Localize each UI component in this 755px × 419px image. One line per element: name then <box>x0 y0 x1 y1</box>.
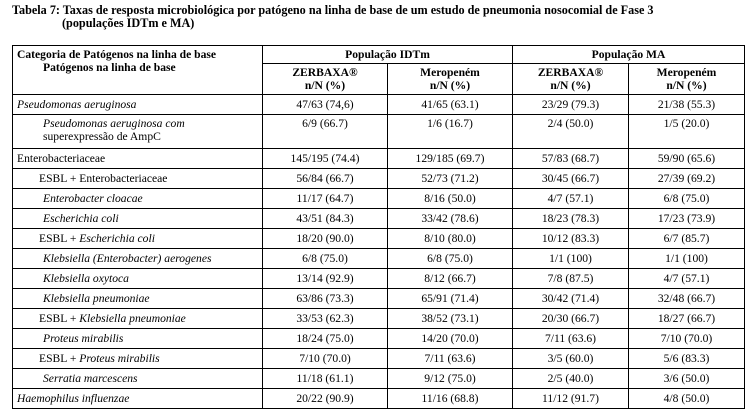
table-row <box>13 249 745 269</box>
ma-meropenem-value: 1/5 (20.0) <box>629 115 745 149</box>
ma-zerbaxa-value: 30/45 (66.7) <box>513 169 629 189</box>
idtm-meropenem-value: 8/16 (50.0) <box>388 189 513 209</box>
ma-meropenem-value: 27/39 (69.2) <box>629 169 745 189</box>
unit-label: n/N (%) <box>429 79 471 92</box>
ma-meropenem-value: 17/23 (73.9) <box>629 209 745 229</box>
table-row <box>13 95 745 115</box>
drug-zerbaxa-label: ZERBAXA® <box>537 66 604 79</box>
pathogen-name: Escherichia coli <box>13 209 263 229</box>
table-row <box>13 169 745 189</box>
idtm-meropenem-value: 38/52 (73.1) <box>388 309 513 329</box>
ma-zerbaxa-value: 11/12 (91.7) <box>513 389 629 409</box>
table-row <box>13 309 745 329</box>
pathogen-response-table <box>12 45 745 409</box>
pathogen-name-italic: Klebsiella pneumoniae <box>79 312 186 325</box>
pathogen-name <box>13 349 263 369</box>
caption-line-2: (populações IDTm e MA) <box>62 16 195 30</box>
ma-meropenem-value: 6/8 (75.0) <box>629 189 745 209</box>
idtm-meropenem-value: 7/11 (63.6) <box>388 349 513 369</box>
ma-zerbaxa-value: 57/83 (68.7) <box>513 149 629 169</box>
idtm-zerbaxa-value: 33/53 (62.3) <box>263 309 388 329</box>
ma-meropenem-value: 59/90 (65.6) <box>629 149 745 169</box>
header-category-cell <box>13 46 263 95</box>
header-pop-idtm: População IDTm <box>263 46 513 64</box>
ma-zerbaxa-value: 4/7 (57.1) <box>513 189 629 209</box>
esbl-prefix: ESBL + <box>39 232 80 245</box>
idtm-meropenem-value: 129/185 (69.7) <box>388 149 513 169</box>
ma-zerbaxa-value: 20/30 (66.7) <box>513 309 629 329</box>
idtm-zerbaxa-value: 13/14 (92.9) <box>263 269 388 289</box>
drug-meropenem-label: Meropeném <box>420 66 480 79</box>
idtm-meropenem-value: 11/16 (68.8) <box>388 389 513 409</box>
ma-meropenem-value: 4/7 (57.1) <box>629 269 745 289</box>
table-row <box>13 349 745 369</box>
ma-meropenem-value: 5/6 (83.3) <box>629 349 745 369</box>
ma-meropenem-value: 21/38 (55.3) <box>629 95 745 115</box>
idtm-meropenem-value: 65/91 (71.4) <box>388 289 513 309</box>
table-row <box>13 229 745 249</box>
pathogen-name-line2: superexpressão de AmpC <box>43 130 161 143</box>
pathogen-name: ESBL + Enterobacteriaceae <box>13 169 263 189</box>
pathogen-name: Klebsiella pneumoniae <box>13 289 263 309</box>
idtm-zerbaxa-value: 18/20 (90.0) <box>263 229 388 249</box>
pathogen-name <box>13 229 263 249</box>
idtm-meropenem-value: 52/73 (71.2) <box>388 169 513 189</box>
ma-zerbaxa-value: 1/1 (100) <box>513 249 629 269</box>
ma-zerbaxa-value: 23/29 (79.3) <box>513 95 629 115</box>
ma-meropenem-value: 1/1 (100) <box>629 249 745 269</box>
idtm-meropenem-value: 14/20 (70.0) <box>388 329 513 349</box>
idtm-zerbaxa-value: 6/9 (66.7) <box>263 115 388 149</box>
esbl-prefix: ESBL + <box>39 312 80 325</box>
table-row <box>13 189 745 209</box>
table-row <box>13 149 745 169</box>
idtm-zerbaxa-value: 18/24 (75.0) <box>263 329 388 349</box>
ma-zerbaxa-value: 7/11 (63.6) <box>513 329 629 349</box>
idtm-zerbaxa-value: 6/8 (75.0) <box>263 249 388 269</box>
ma-meropenem-value: 3/6 (50.0) <box>629 369 745 389</box>
esbl-prefix: ESBL + <box>39 352 80 365</box>
idtm-zerbaxa-value: 145/195 (74.4) <box>263 149 388 169</box>
header-idtm-meropenem <box>388 64 513 95</box>
ma-zerbaxa-value: 2/5 (40.0) <box>513 369 629 389</box>
ma-meropenem-value: 7/10 (70.0) <box>629 329 745 349</box>
idtm-zerbaxa-value: 63/86 (73.3) <box>263 289 388 309</box>
idtm-zerbaxa-value: 11/18 (61.1) <box>263 369 388 389</box>
unit-label: n/N (%) <box>304 79 346 92</box>
idtm-meropenem-value: 8/12 (66.7) <box>388 269 513 289</box>
idtm-zerbaxa-value: 47/63 (74,6) <box>263 95 388 115</box>
pathogen-name: Proteus mirabilis <box>13 329 263 349</box>
ma-zerbaxa-value: 18/23 (78.3) <box>513 209 629 229</box>
header-row-1 <box>13 46 745 64</box>
header-ma-meropenem <box>629 64 745 95</box>
caption-line-1: Tabela 7: Taxas de resposta microbiológica por patógeno na linha de base de um estudo de pneumonia nosocomial de Fase 3 <box>12 3 654 17</box>
header-ma-zerbaxa <box>513 64 629 95</box>
table-row <box>13 115 745 149</box>
idtm-zerbaxa-value: 43/51 (84.3) <box>263 209 388 229</box>
pathogen-name-italic: Proteus mirabilis <box>79 352 160 365</box>
idtm-meropenem-value: 8/10 (80.0) <box>388 229 513 249</box>
ma-zerbaxa-value: 7/8 (87.5) <box>513 269 629 289</box>
pathogen-name: Enterobacteriaceae <box>13 149 263 169</box>
drug-meropenem-label: Meropeném <box>656 66 717 79</box>
table-row <box>13 269 745 289</box>
ma-meropenem-value: 18/27 (66.7) <box>629 309 745 329</box>
pathogen-name: Klebsiella oxytoca <box>13 269 263 289</box>
idtm-zerbaxa-value: 20/22 (90.9) <box>263 389 388 409</box>
ma-zerbaxa-value: 2/4 (50.0) <box>513 115 629 149</box>
ma-meropenem-value: 6/7 (85.7) <box>629 229 745 249</box>
pathogen-name-italic: Escherichia coli <box>79 232 155 245</box>
ma-zerbaxa-value: 3/5 (60.0) <box>513 349 629 369</box>
idtm-zerbaxa-value: 56/84 (66.7) <box>263 169 388 189</box>
pathogen-name: Klebsiella (Enterobacter) aerogenes <box>13 249 263 269</box>
idtm-meropenem-value: 6/8 (75.0) <box>388 249 513 269</box>
pathogen-name: Enterobacter cloacae <box>13 189 263 209</box>
idtm-meropenem-value: 33/42 (78.6) <box>388 209 513 229</box>
ma-zerbaxa-value: 30/42 (71.4) <box>513 289 629 309</box>
pathogen-name-italic: Pseudomonas aeruginosa com <box>43 117 185 130</box>
ma-zerbaxa-value: 10/12 (83.3) <box>513 229 629 249</box>
drug-zerbaxa-label: ZERBAXA® <box>292 66 358 79</box>
pathogen-name: Pseudomonas aeruginosa <box>13 95 263 115</box>
header-pop-ma: População MA <box>513 46 745 64</box>
table-caption <box>12 4 654 30</box>
unit-label: n/N (%) <box>666 79 707 92</box>
ma-meropenem-value: 32/48 (66.7) <box>629 289 745 309</box>
header-idtm-zerbaxa <box>263 64 388 95</box>
idtm-meropenem-value: 41/65 (63.1) <box>388 95 513 115</box>
ma-meropenem-value: 4/8 (50.0) <box>629 389 745 409</box>
idtm-zerbaxa-value: 7/10 (70.0) <box>263 349 388 369</box>
idtm-meropenem-value: 9/12 (75.0) <box>388 369 513 389</box>
pathogen-name: Serratia marcescens <box>13 369 263 389</box>
pathogen-name: Haemophilus influenzae <box>13 389 263 409</box>
pathogen-name <box>13 309 263 329</box>
table-row <box>13 329 745 349</box>
table-row <box>13 369 745 389</box>
table-row <box>13 289 745 309</box>
unit-label: n/N (%) <box>550 79 591 92</box>
table-row <box>13 209 745 229</box>
header-pathogen-label: Patógenos na linha de base <box>43 61 176 74</box>
pathogen-name <box>13 115 263 149</box>
idtm-meropenem-value: 1/6 (16.7) <box>388 115 513 149</box>
table-row <box>13 389 745 409</box>
header-category-label: Categoria de Patógenos na linha de base <box>17 48 217 61</box>
idtm-zerbaxa-value: 11/17 (64.7) <box>263 189 388 209</box>
